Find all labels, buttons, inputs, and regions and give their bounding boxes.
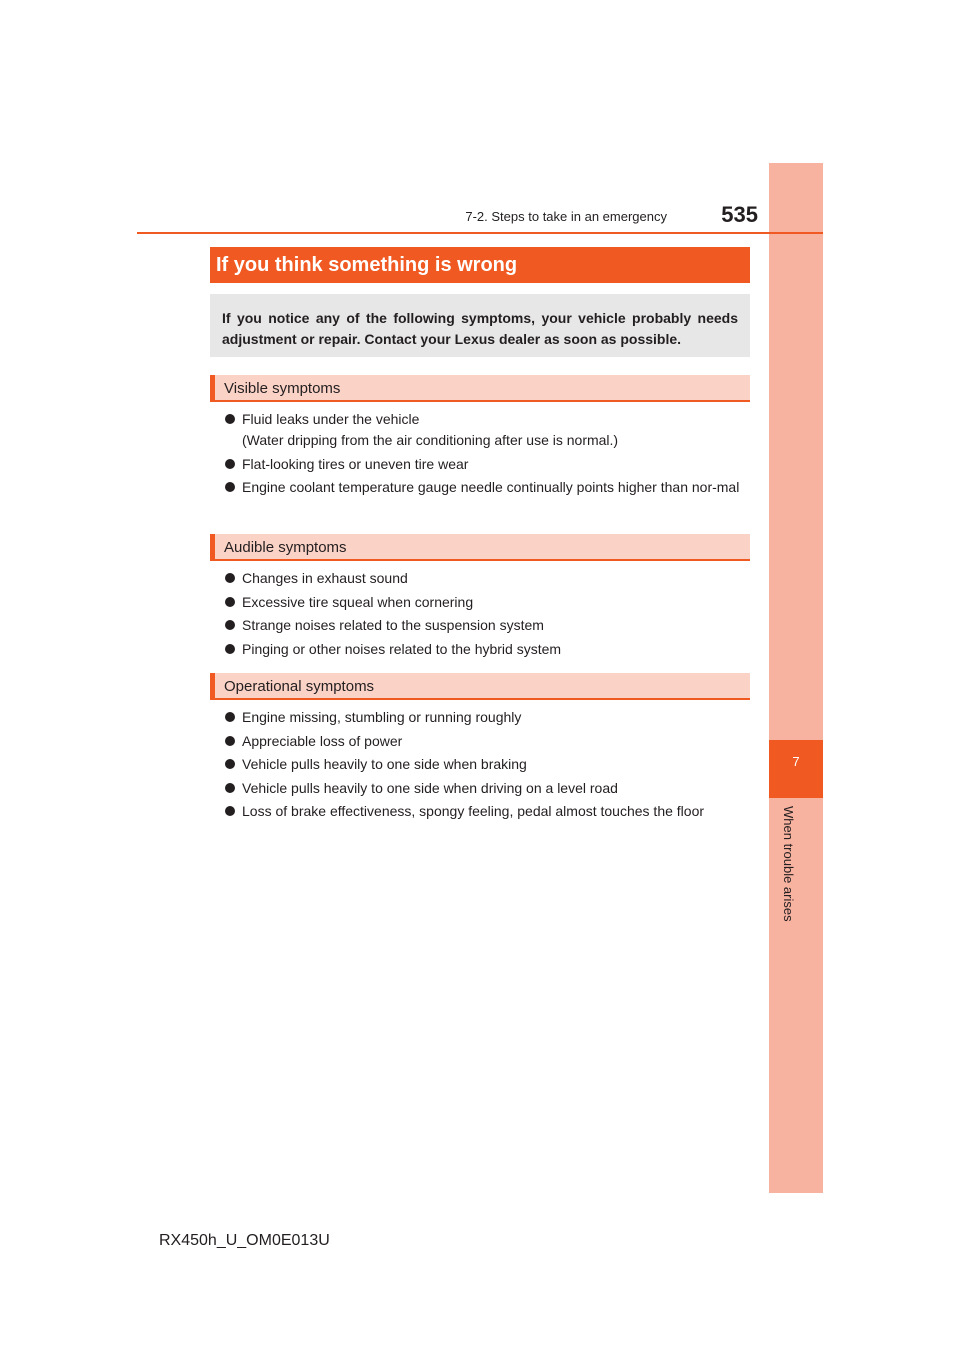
page-number: 535 <box>721 202 758 227</box>
intro-text: If you notice any of the following symptoms, your vehicle probably needs adjustment or repair. Contact your Lexus dealer as soon as possible. <box>210 294 750 357</box>
bullet-icon <box>225 573 235 583</box>
list-item <box>222 615 750 636</box>
list-item-text: Engine missing, stumbling or running roughly <box>242 709 522 725</box>
list-item-text: Changes in exhaust sound <box>242 570 408 586</box>
chapter-title: When trouble arises <box>781 806 796 922</box>
list-item-text: Engine coolant temperature gauge needle continually points higher than nor-mal <box>242 479 740 495</box>
subheading-audible-symptoms: Audible symptoms <box>210 534 750 561</box>
header-rule <box>137 232 823 234</box>
audible-symptoms-list <box>222 568 750 662</box>
list-item-text: Strange noises related to the suspension system <box>242 617 544 633</box>
visible-symptoms-list <box>222 409 750 501</box>
bullet-icon <box>225 759 235 769</box>
chapter-side-tab <box>769 163 823 1193</box>
list-item <box>222 801 750 822</box>
operational-symptoms-list <box>222 707 750 825</box>
list-item <box>222 409 750 451</box>
bullet-icon <box>225 414 235 424</box>
list-item-text: Excessive tire squeal when cornering <box>242 593 474 610</box>
chapter-number: 7 <box>769 740 823 798</box>
list-item <box>222 639 750 660</box>
list-item-text: Pinging or other noises related to the hybrid system <box>242 640 562 657</box>
bullet-icon <box>225 806 235 816</box>
list-item <box>222 731 750 752</box>
bullet-icon <box>225 482 235 492</box>
list-item-text: Fluid leaks under the vehicle <box>242 411 420 427</box>
list-item-text: Flat-looking tires or uneven tire wear <box>242 455 469 472</box>
bullet-icon <box>225 783 235 793</box>
list-item <box>222 568 750 589</box>
bullet-icon <box>225 712 235 722</box>
list-item <box>222 707 750 728</box>
bullet-icon <box>225 597 235 607</box>
section-label: 7-2. Steps to take in an emergency <box>465 209 667 224</box>
page-title: If you think something is wrong <box>210 247 750 283</box>
bullet-icon <box>225 736 235 746</box>
bullet-icon <box>225 459 235 469</box>
list-item <box>222 778 750 799</box>
bullet-icon <box>225 620 235 630</box>
list-item-note: (Water dripping from the air conditioning after use is normal.) <box>242 432 619 448</box>
list-item-text: Loss of brake effectiveness, spongy feeling, pedal almost touches the floor <box>242 803 705 819</box>
list-item-text: Vehicle pulls heavily to one side when braking <box>242 756 527 772</box>
list-item <box>222 754 750 775</box>
list-item <box>222 454 750 475</box>
list-item-text: Vehicle pulls heavily to one side when driving on a level road <box>242 779 618 796</box>
list-item <box>222 477 750 498</box>
list-item <box>222 592 750 613</box>
list-item-text: Appreciable loss of power <box>242 732 403 749</box>
bullet-icon <box>225 644 235 654</box>
footer-code: RX450h_U_OM0E013U <box>159 1232 330 1249</box>
subheading-operational-symptoms: Operational symptoms <box>210 673 750 700</box>
subheading-visible-symptoms: Visible symptoms <box>210 375 750 402</box>
